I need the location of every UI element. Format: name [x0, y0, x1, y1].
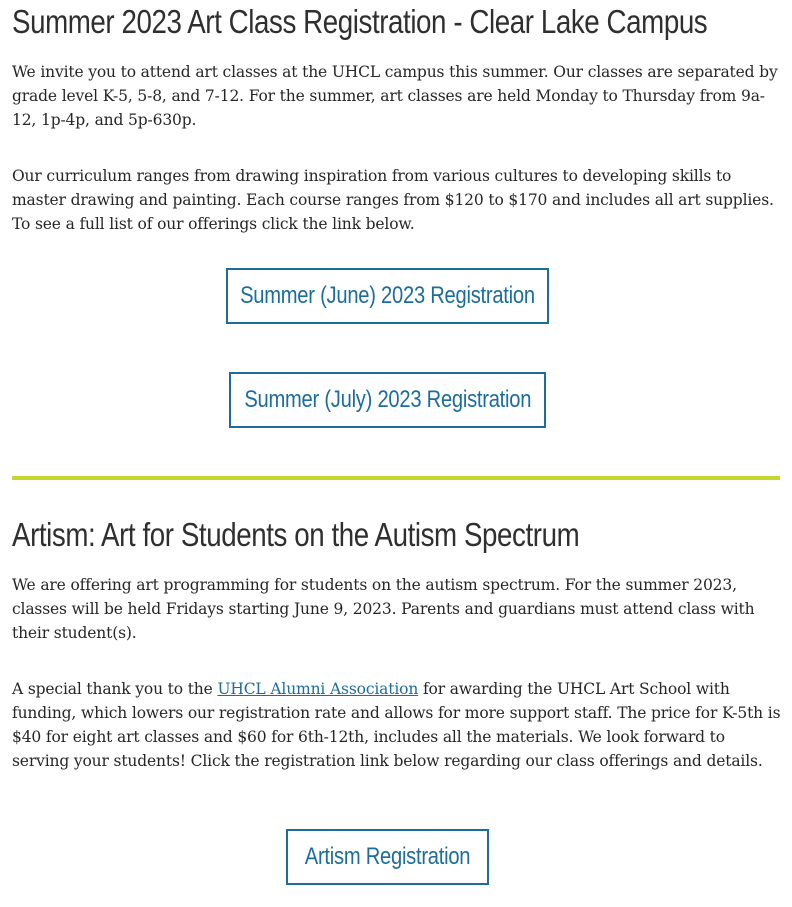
summer-intro-paragraph: We invite you to attend art classes at the UHCL campus this summer. Our classes are separated by grade level K-5, 5-8, and 7-12. For the summer, art classes are held Monday to Thursday from 9a-12, 1p-4p, and 5p-630p. [12, 63, 778, 129]
artism-registration-label: Artism Registration [304, 843, 471, 870]
summer-july-registration-button[interactable] [229, 372, 546, 428]
thanks-text-before-link: A special thank you to the [12, 680, 218, 698]
uhcl-alumni-association-link[interactable]: UHCL Alumni Association [217, 680, 419, 698]
curriculum-paragraph: Our curriculum ranges from drawing inspiration from various cultures to developing skills to master drawing and painting. Each course ranges from $120 to $170 and includes all art supplies. To see a full list of our offerings click the link below. [12, 167, 774, 233]
summer-july-registration-label: Summer (July) 2023 Registration [244, 386, 531, 413]
summer-june-registration-button[interactable] [226, 268, 549, 324]
artism-intro-paragraph: We are offering art programming for students on the autism spectrum. For the summer 2023, classes will be held Fridays starting June 9, 2023. Parents and guardians must attend class with their student(s). [12, 576, 755, 642]
summer-registration-heading: Summer 2023 Art Class Registration - Clear Lake Campus [12, 3, 708, 40]
artism-thanks-paragraph [12, 677, 782, 773]
artism-registration-button[interactable] [286, 829, 489, 885]
artism-heading: Artism: Art for Students on the Autism Spectrum [12, 516, 580, 553]
thanks-text-after-link: for awarding the UHCL Art School with funding, which lowers our registration rate and allows for more support staff. The price for K-5th is $40 for eight art classes and $60 for 6th-12th, includes all the materials. We look forward to serving your students! Click the registration link below regarding our class offerings and details. [12, 680, 781, 770]
summer-june-registration-label: Summer (June) 2023 Registration [240, 282, 535, 309]
section-divider [12, 476, 780, 480]
